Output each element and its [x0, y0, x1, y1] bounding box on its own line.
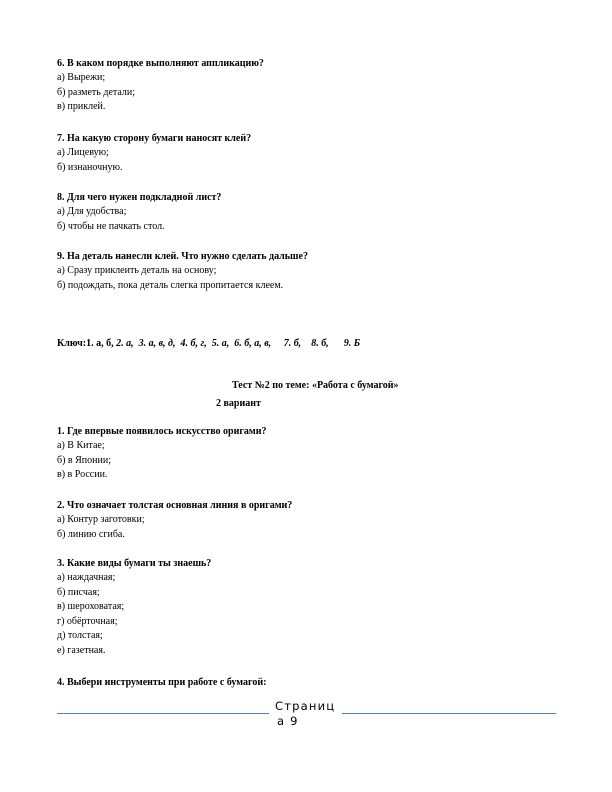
answer: д) толстая;: [57, 630, 103, 641]
question-title: 2. Что означает толстая основная линия в оригами?: [57, 500, 293, 511]
key-item: 1. а, б,: [86, 338, 114, 349]
question-title: 8. Для чего нужен подкладной лист?: [57, 192, 222, 203]
page-number-line2: а 9: [277, 714, 299, 728]
key-label: Ключ:: [57, 338, 87, 349]
question-b3: [57, 557, 557, 658]
answer: б) чтобы не пачкать стол.: [57, 220, 165, 232]
answer: б) разметь детали;: [57, 86, 136, 98]
question-9: [57, 250, 557, 293]
key-item: 3. а, в, д,: [138, 338, 176, 349]
key-item: 6. б, а, в,: [234, 338, 272, 349]
variant-label: 2 вариант: [216, 398, 261, 409]
answer: а) Для удобства;: [57, 206, 127, 217]
answer-key: [57, 338, 360, 349]
answer: б) изнаночную.: [57, 161, 123, 173]
footer-rule-right: [342, 713, 556, 714]
key-item: 2. а,: [116, 338, 134, 349]
key-item: 5. а,: [211, 338, 230, 349]
key-item: 8. б,: [311, 338, 329, 349]
question-title: 3. Какие виды бумаги ты знаешь?: [57, 558, 212, 569]
page-number-line1: Страниц: [275, 699, 336, 713]
answer: а) Лицевую;: [57, 147, 109, 158]
question-title: 4. Выбери инструменты при работе с бумагой:: [57, 677, 267, 688]
answer: в) шероховатая;: [57, 601, 125, 612]
answer: б) линию сгиба.: [57, 528, 125, 540]
answer: е) газетная.: [57, 644, 106, 656]
question-b1: [57, 425, 557, 483]
question-b2: [57, 499, 557, 542]
question-6: [57, 57, 557, 115]
answer: в) в России.: [57, 469, 108, 480]
key-item: 4. б, г,: [180, 338, 207, 349]
answer: б) подождать, пока деталь слегка пропитается клеем.: [57, 279, 284, 291]
answer: б) писчая;: [57, 586, 100, 598]
question-title: 6. В каком порядке выполняют аппликацию?: [57, 58, 264, 69]
answer: г) обёрточная;: [57, 615, 118, 627]
key-item: 9. Б: [343, 338, 361, 349]
answer: а) Контур заготовки;: [57, 514, 145, 525]
answer: а) В Китае;: [57, 440, 105, 451]
answer: а) наждачная;: [57, 572, 116, 583]
answer: а) Вырежи;: [57, 72, 106, 83]
key-item: 7. б,: [283, 338, 302, 349]
question-title: 1. Где впервые появилось искусство оригами?: [57, 426, 267, 437]
question-7: [57, 132, 557, 175]
test-title: Тест №2 по теме: «Работа с бумагой»: [232, 380, 399, 391]
answer: б) в Японии;: [57, 454, 111, 466]
answer: а) Сразу приклеить деталь на основу;: [57, 265, 217, 276]
question-title: 7. На какую сторону бумаги наносят клей?: [57, 133, 252, 144]
footer-rule-left: [57, 713, 269, 714]
question-b4: [57, 676, 557, 690]
answer: в) приклей.: [57, 101, 106, 112]
question-8: [57, 191, 557, 234]
question-title: 9. На деталь нанесли клей. Что нужно сделать дальше?: [57, 251, 308, 262]
